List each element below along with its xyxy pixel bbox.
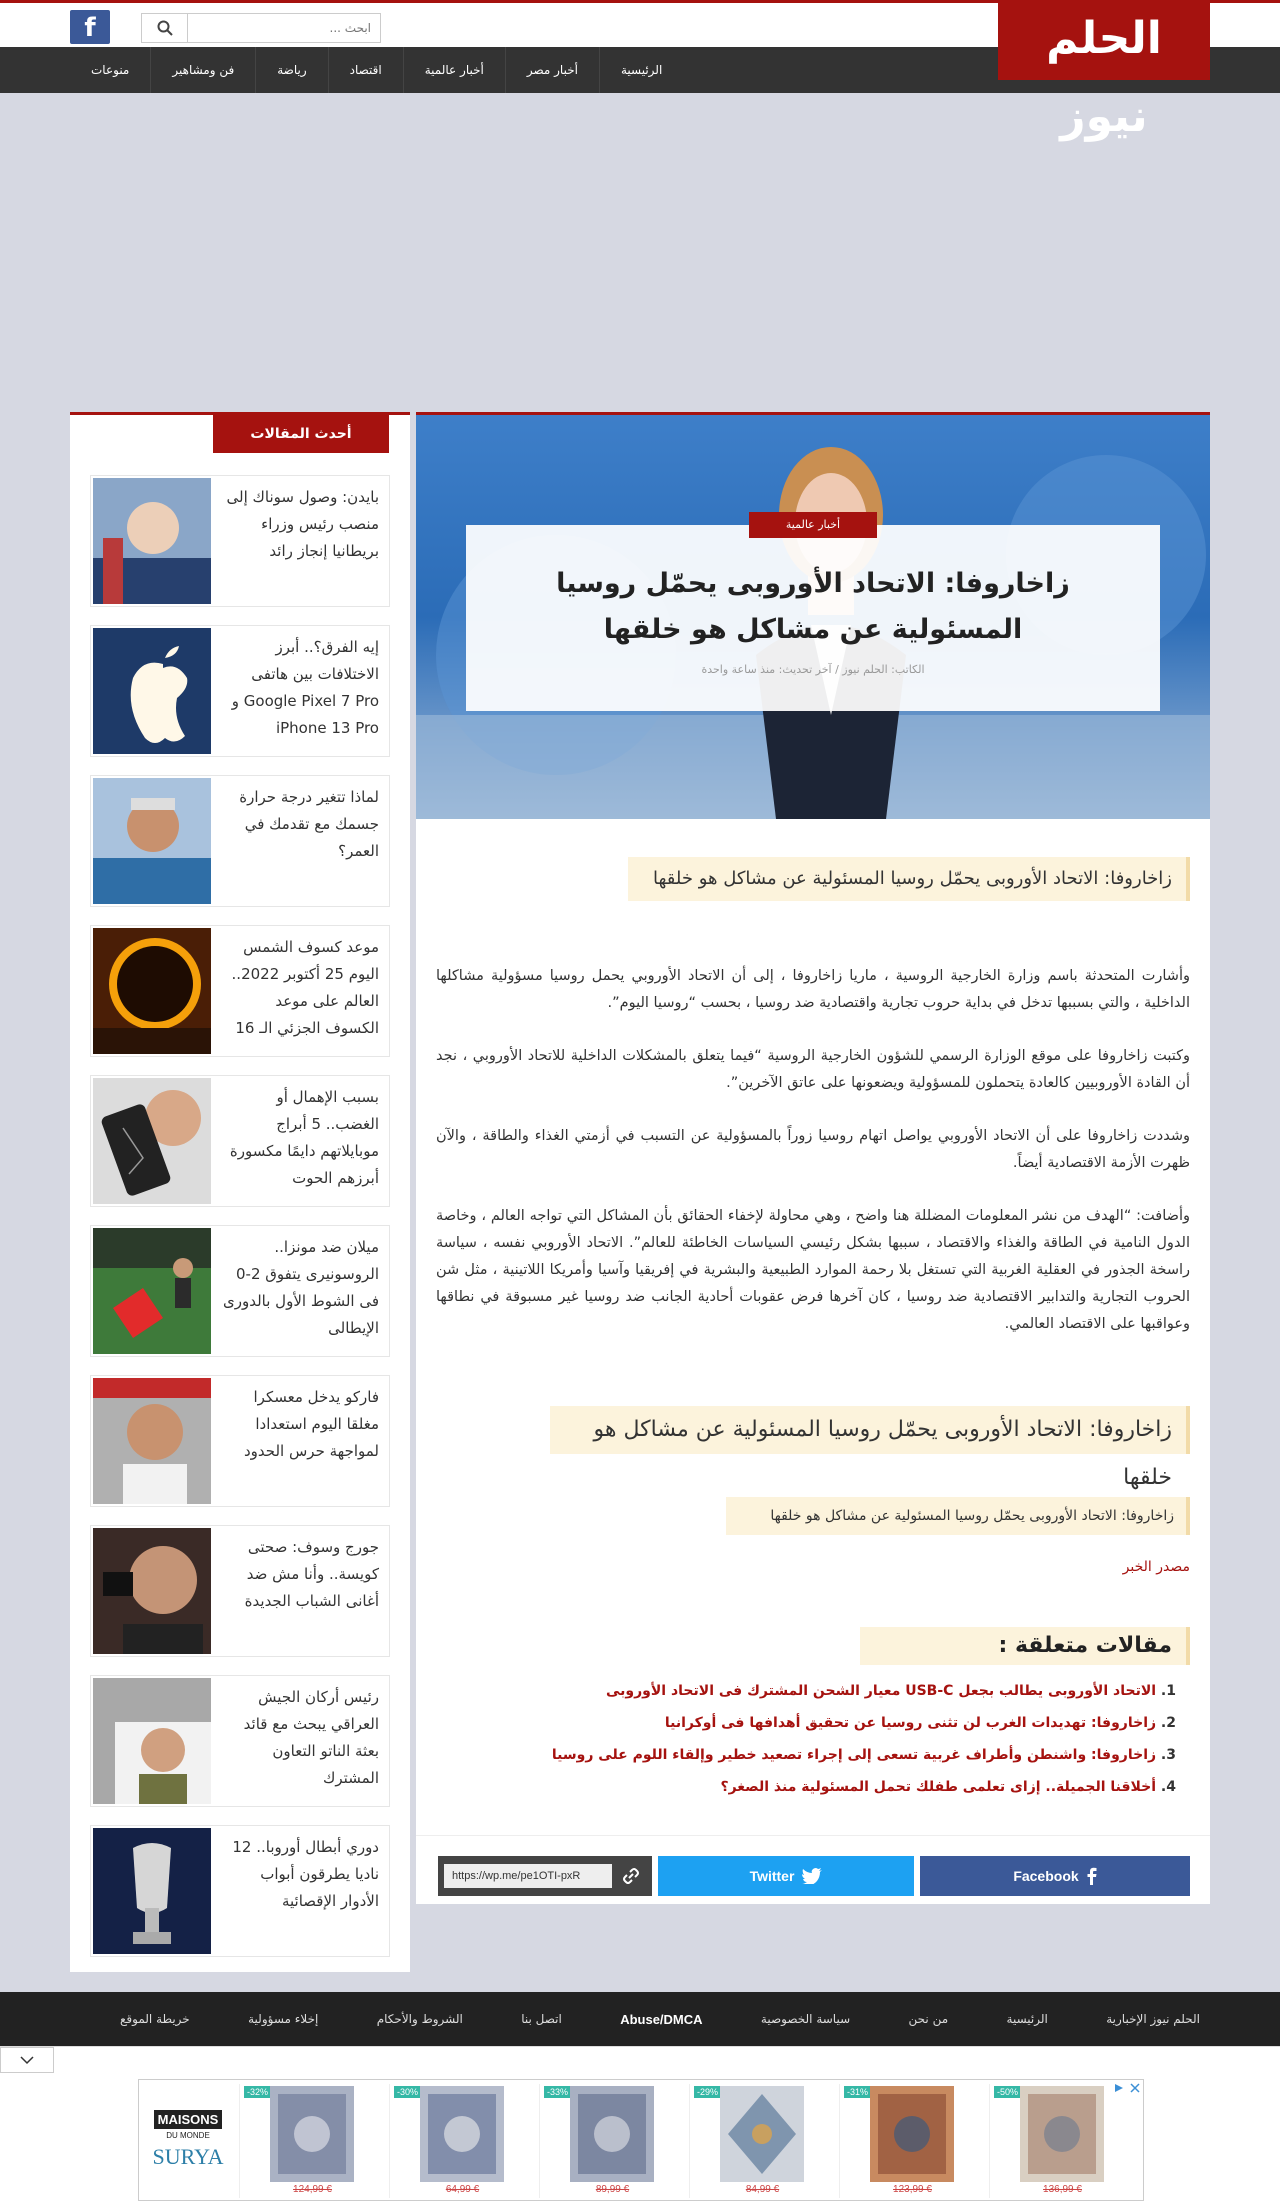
ad-discount-badge: -33% xyxy=(544,2086,571,2098)
article-paragraph: وشددت زاخاروفا على أن الاتحاد الأوروبي يواصل اتهام روسيا زوراً بالمسؤولية عن التسبب في أزمتي الغذاء والطاقة ، والآن ظهرت الأزمة الاقتصادية أيضاً. xyxy=(436,1128,1190,1171)
nav-item-sports[interactable]: رياضة xyxy=(255,47,327,93)
article-small-quote: زاخاروفا: الاتحاد الأوروبى يحمّل روسيا المسئولية عن مشاكل هو خلقها xyxy=(726,1497,1190,1535)
ad-discount-badge: -30% xyxy=(394,2086,421,2098)
ad-discount-badge: -29% xyxy=(694,2086,721,2098)
article-heading-quote: زاخاروفا: الاتحاد الأوروبى يحمّل روسيا المسئولية عن مشاكل هو خلقها xyxy=(550,1406,1190,1454)
search-icon xyxy=(157,20,173,36)
sidebar-heading: أحدث المقالات xyxy=(213,415,389,453)
ad-old-price: 136,99 € xyxy=(1043,2184,1082,2195)
ad-product[interactable] xyxy=(839,2084,984,2198)
footer-link[interactable]: إخلاء مسؤولية xyxy=(248,2012,319,2026)
footer-link[interactable]: من نحن xyxy=(908,2012,949,2026)
rug-image xyxy=(720,2086,804,2182)
shortlink-field[interactable]: https://wp.me/pe1OTI-pxR xyxy=(444,1864,612,1888)
facebook-icon[interactable]: f xyxy=(70,10,110,44)
ad-brand-top: MAISONS xyxy=(154,2110,223,2129)
ad-brand-sub: DU MONDE xyxy=(166,2131,210,2140)
rug-image xyxy=(420,2086,504,2182)
footer-link[interactable]: خريطة الموقع xyxy=(120,2012,190,2026)
rug-image xyxy=(1020,2086,1104,2182)
ad-strip xyxy=(0,2046,1280,2201)
ad-product[interactable] xyxy=(239,2084,384,2198)
sidebar-article-title: رئيس أركان الجيش العراقي يبحث مع قائد بعثة الناتو التعاون المشترك xyxy=(243,1688,379,1787)
ad-brand-name: SURYA xyxy=(152,2144,224,2169)
sidebar-article-title: دوري أبطال أوروبا.. 12 ناديا يطرقون أبواب الأدوار الإقصائية xyxy=(232,1838,379,1910)
sidebar-article[interactable] xyxy=(90,775,390,907)
twitter-label: Twitter xyxy=(749,1868,795,1884)
article-paragraph: وكتبت زاخاروفا على موقع الوزارة الرسمي للشؤون الخارجية الروسية “فيما يتعلق بالمشكلات الداخلية للاتحاد الأوروبي ، نجد أن القادة الأوروبيين كالعادة يتحملون للمسؤولية ويضعونها على عاتق الآخرين”. xyxy=(436,1048,1190,1091)
twitter-icon xyxy=(802,1868,822,1884)
sidebar-article-title: جورج وسوف: صحتى كويسة.. وأنا مش ضد أغانى الشباب الجديدة xyxy=(244,1538,379,1610)
ad-product[interactable] xyxy=(539,2084,684,2198)
related-link[interactable]: زاخاروفا: واشنطن وأطراف غربية تسعى إلى إجراء تصعيد خطير وإلقاء اللوم على روسيا xyxy=(551,1747,1157,1763)
article-thumbnail xyxy=(93,1378,211,1504)
sidebar-article[interactable] xyxy=(90,1075,390,1207)
ad-old-price: 64,99 € xyxy=(445,2184,480,2195)
share-bar xyxy=(416,1835,1210,1907)
article-thumbnail xyxy=(93,478,211,604)
rug-image xyxy=(570,2086,654,2182)
sidebar-article-title: موعد كسوف الشمس اليوم 25 أكتوبر 2022.. العالم على موعد الكسوف الجزئي الـ 16 xyxy=(231,938,379,1037)
ad-brand-logo[interactable] xyxy=(139,2080,237,2200)
sidebar-article[interactable] xyxy=(90,475,390,607)
article-meta: الكاتب: الحلم نيوز / آخر تحديث: منذ ساعة واحدة xyxy=(701,663,925,676)
article-thumbnail xyxy=(93,778,211,904)
search-box xyxy=(141,13,381,43)
related-heading: مقالات متعلقة : xyxy=(860,1627,1190,1665)
sidebar-article[interactable] xyxy=(90,1225,390,1357)
footer-link[interactable]: الحلم نيوز الإخبارية xyxy=(1106,2012,1200,2026)
ad-product[interactable] xyxy=(989,2084,1134,2198)
facebook-icon xyxy=(1087,1867,1097,1885)
sidebar xyxy=(70,412,410,1972)
article-container xyxy=(416,412,1210,1904)
twitter-share-button[interactable] xyxy=(658,1856,914,1896)
related-item xyxy=(436,1771,1176,1803)
chevron-down-icon xyxy=(20,2055,34,2065)
footer-link[interactable]: الرئيسية xyxy=(1006,2012,1048,2026)
related-number: 1. xyxy=(1160,1683,1176,1699)
related-item xyxy=(436,1707,1176,1739)
article-thumbnail xyxy=(93,928,211,1054)
article-thumbnail xyxy=(93,1828,211,1954)
ad-old-price: 89,99 € xyxy=(595,2184,630,2195)
article-thumbnail xyxy=(93,1528,211,1654)
search-button[interactable] xyxy=(142,14,188,42)
nav-item-art[interactable]: فن ومشاهير xyxy=(150,47,255,93)
category-badge[interactable]: أخبار عالمية xyxy=(749,512,877,538)
sidebar-article[interactable] xyxy=(90,1675,390,1807)
ad-product[interactable] xyxy=(689,2084,834,2198)
nav-item-home[interactable]: الرئيسية xyxy=(599,47,683,93)
ad-collapse-button[interactable] xyxy=(0,2047,54,2073)
article-thumbnail xyxy=(93,1228,211,1354)
article-thumbnail xyxy=(93,1078,211,1204)
related-link[interactable]: أخلاقنا الجميلة.. إزاى تعلمى طفلك تحمل المسئولية منذ الصغر؟ xyxy=(720,1779,1157,1795)
article-paragraph: وأشارت المتحدثة باسم وزارة الخارجية الروسية ، ماريا زاخاروفا ، إلى أن الاتحاد الأوروبي يحمل روسيا مسؤولية مشاكلها الداخلية ، والتي بسببها تدخل في بداية حروب تجارية واقتصادية ضد روسيا ، بحسب “روسيا اليوم”. xyxy=(436,968,1190,1011)
footer-link[interactable]: اتصل بنا xyxy=(521,2012,562,2026)
footer-link[interactable]: الشروط والأحكام xyxy=(376,2012,463,2026)
rug-image xyxy=(870,2086,954,2182)
footer-link-dmca[interactable]: Abuse/DMCA xyxy=(620,2011,703,2027)
link-icon[interactable] xyxy=(616,1864,646,1888)
related-number: 3. xyxy=(1160,1747,1176,1763)
related-number: 4. xyxy=(1160,1779,1176,1795)
related-item xyxy=(436,1739,1176,1771)
sidebar-article[interactable] xyxy=(90,1375,390,1507)
related-list xyxy=(436,1675,1176,1803)
article-hero-image xyxy=(416,415,1210,819)
sidebar-article-title: فاركو يدخل معسكرا مغلقا اليوم استعدادا لمواجهة حرس الحدود xyxy=(244,1388,379,1460)
ad-banner[interactable] xyxy=(138,2079,1144,2201)
ad-old-price: 124,99 € xyxy=(293,2184,332,2195)
ad-old-price: 123,99 € xyxy=(893,2184,932,2195)
sidebar-article[interactable] xyxy=(90,925,390,1057)
sidebar-article-title: إيه الفرق؟.. أبرز الاختلافات بين هاتفى Google Pixel 7 Pro و iPhone 13 Pro xyxy=(231,638,379,737)
footer xyxy=(0,1992,1280,2046)
sidebar-article-title: بايدن: وصول سوناك إلى منصب رئيس وزراء بريطانيا إنجاز رائد xyxy=(226,488,379,560)
nav-item-world[interactable]: أخبار عالمية xyxy=(403,47,505,93)
facebook-share-button[interactable] xyxy=(920,1856,1190,1896)
nav-item-misc[interactable]: منوعات xyxy=(91,63,130,77)
hero-title-card xyxy=(466,518,1160,711)
ad-info-icon[interactable] xyxy=(1113,2082,1125,2094)
article-thumbnail xyxy=(93,1678,211,1804)
related-link[interactable]: زاخاروفا: تهديدات الغرب لن تثنى روسيا عن تحقيق أهدافها فى أوكرانيا xyxy=(664,1715,1157,1731)
sidebar-article[interactable] xyxy=(90,1525,390,1657)
related-number: 2. xyxy=(1160,1715,1176,1731)
site-logo[interactable]: الحلم نيوز xyxy=(998,0,1210,80)
shortlink-box xyxy=(438,1856,652,1896)
ad-corner-controls xyxy=(1113,2082,1141,2094)
rug-image xyxy=(270,2086,354,2182)
sidebar-article[interactable] xyxy=(90,1825,390,1957)
close-icon[interactable] xyxy=(1129,2082,1141,2094)
ad-discount-badge: -32% xyxy=(244,2086,271,2098)
source-link[interactable]: مصدر الخبر xyxy=(1122,1559,1190,1575)
article-thumbnail xyxy=(93,628,211,754)
ad-old-price: 84,99 € xyxy=(745,2184,780,2195)
facebook-label: Facebook xyxy=(1013,1868,1079,1884)
ad-discount-badge: -50% xyxy=(994,2086,1021,2098)
article-subtitle-quote: زاخاروفا: الاتحاد الأوروبى يحمّل روسيا المسئولية عن مشاكل هو خلقها xyxy=(628,857,1190,901)
search-input[interactable] xyxy=(189,14,379,42)
sidebar-article[interactable] xyxy=(90,625,390,757)
nav-item-economy[interactable]: اقتصاد xyxy=(328,47,403,93)
article-paragraph: وأضافت: “الهدف من نشر المعلومات المضللة هنا واضح ، وهي محاولة لإخفاء الحقائق بأن المشاكل التي تواجه العالم ، وخاصة الدول النامية في الطاقة والغذاء والاقتصاد ، سببها بشكل رئيسي السياسات الخاطئة للعالم”. الاتحاد الأوروبي نفسه ، سياسة راسخة الجذور في العقلية الغربية التي تستغل بلا رحمة الموارد الطبيعية والبشرية في إفريقيا وآسيا وأمريكا اللاتينية ، مثل شن الحروب التجارية والتدابير الاقتصادية ضد روسيا ، كان آخرها فرض عقوبات أحادية الجانب ضد روسيا غير مسبوقة في نطاقها وعواقبها على الاقتصاد العالمي. xyxy=(436,1208,1190,1332)
footer-link[interactable]: سياسة الخصوصية xyxy=(760,2012,851,2026)
related-link[interactable]: الاتحاد الأوروبى يطالب بجعل USB-C معيار الشحن المشترك فى الاتحاد الأوروبى xyxy=(606,1683,1157,1699)
sidebar-article-title: بسبب الإهمال أو الغضب.. 5 أبراج موبايلاتهم دايمًا مكسورة أبرزهم الحوت xyxy=(229,1088,379,1187)
ad-discount-badge: -31% xyxy=(844,2086,871,2098)
ad-product[interactable] xyxy=(389,2084,534,2198)
sidebar-article-title: ميلان ضد مونزا.. الروسونيرى يتفوق 2-0 فى الشوط الأول بالدورى الإيطالى xyxy=(223,1238,379,1337)
related-item xyxy=(436,1675,1176,1707)
nav-item-egypt[interactable]: أخبار مصر xyxy=(505,47,599,93)
sidebar-article-title: لماذا تتغير درجة حرارة جسمك مع تقدمك في العمر؟ xyxy=(239,788,379,860)
article-title: زاخاروفا: الاتحاد الأوروبى يحمّل روسيا المسئولية عن مشاكل هو خلقها xyxy=(556,568,1070,645)
